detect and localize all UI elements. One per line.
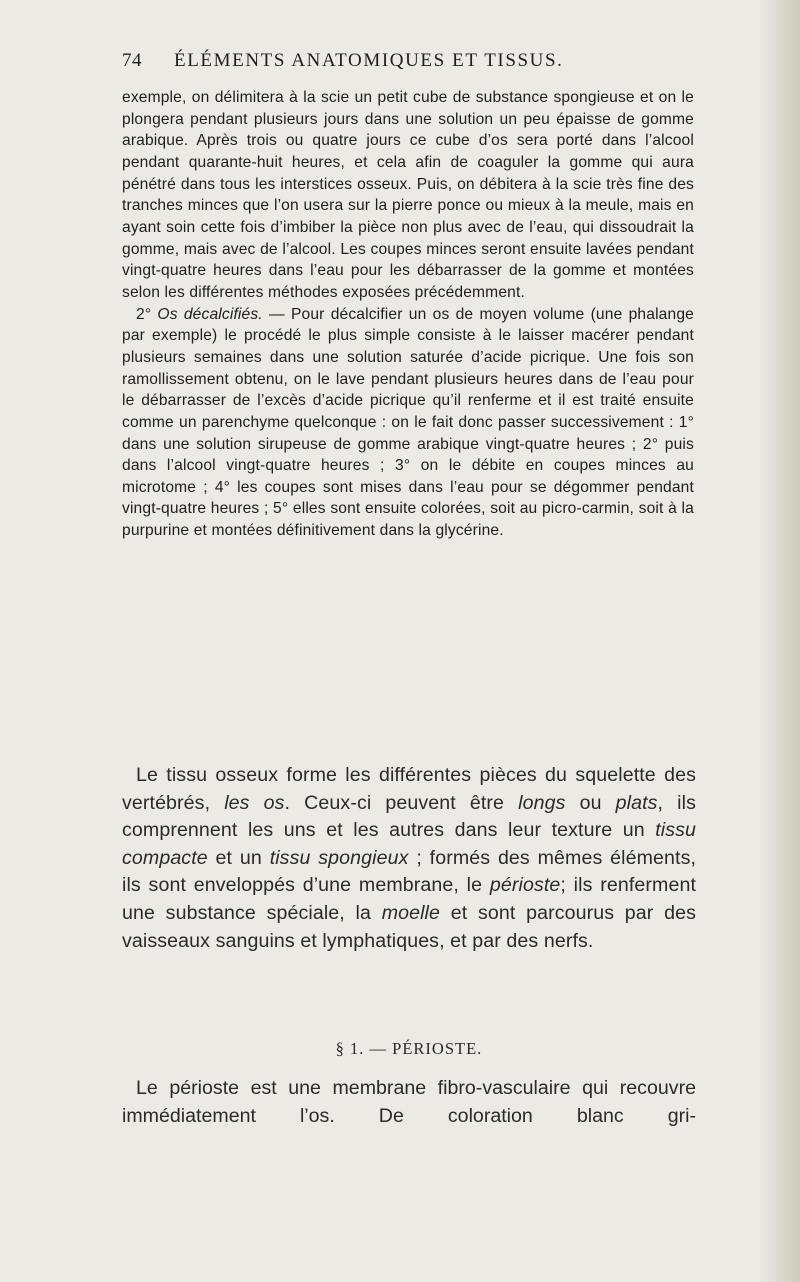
italic-term: périoste	[489, 874, 561, 897]
paragraph-decalcified-bones	[122, 304, 694, 542]
italic-term: tissu spongieux	[269, 846, 409, 869]
item-title: Os décalcifiés.	[157, 305, 263, 323]
paragraph-continuation: exemple, on délimitera à la scie un petit cube de substance spongieuse et on le plongera pendant plusieurs jours dans une solution un peu épaisse de gomme arabique. Après trois ou quatre jours ce cube d’os sera porté dans l’alcool pendant quarante-huit heures, et cela afin de coaguler la gomme qui aura pénétré dans tous les interstices osseux. Puis, on débitera à la scie très fine des tranches minces que l’on usera sur la pierre ponce ou mieux à la meule, mais en ayant soin cette fois d’imbiber la pièce non plus avec de l’eau, qui dissoudrait la gomme, mais avec de l’alcool. Les coupes minces seront ensuite lavées pendant vingt-quatre heures dans l’eau pour les débarrasser de la gomme et montées selon les différentes méthodes exposées précédemment.	[122, 89, 694, 301]
text-run: Le tissu osseux forme les différentes pièces du squelette des vertébrés,	[122, 764, 696, 814]
text-run: , ils comprennent les uns et les autres dans leur texture un	[122, 791, 696, 842]
paragraph-periosteum: Le périoste est une membrane fibro-vasculaire qui recouvre immédiatement l’os. De coloration blanc gri-	[122, 1077, 696, 1127]
small-print-block	[122, 87, 694, 542]
text-run: . Ceux-ci peuvent être	[284, 791, 519, 814]
section-body	[122, 1075, 696, 1130]
section-heading: § 1. — PÉRIOSTE.	[335, 1039, 483, 1058]
item-text: — Pour décalcifier un os de moyen volume (une phalange par exemple) le procédé le plus simple consiste à le laisser macérer pendant plusieurs semaines dans une solution saturée d’acide picrique. Une fois son ramollissement obtenu, on le lave pendant plusieurs heures dans de l’eau pour le débarrasser de l’excès d’acide picrique qu’il renferme et il est traité ensuite comme un parenchyme quelconque : on le fait donc passer successivement : 1° dans une solution sirupeuse de gomme arabique vingt-quatre heures ; 2° puis dans l’alcool vingt-quatre heures ; 3° on le débite en coupes minces au microtome ; 4° les coupes sont mises dans l’eau pour se dégommer pendant vingt-quatre heures ; 5° elles sont ensuite colorées, soit au picro-carmin, soit à la purpurine et montées définitivement dans la glycérine.	[122, 305, 694, 540]
text-run: et un	[207, 846, 270, 869]
item-number: 2°	[136, 305, 158, 323]
italic-term: plats	[615, 791, 658, 814]
text-run: ou	[565, 791, 616, 814]
page-header	[122, 50, 694, 80]
text-run: ; ils renferment une substance spéciale, la	[122, 874, 696, 924]
italic-term: les os	[224, 791, 285, 814]
italic-term: tissu compacte	[122, 819, 696, 869]
text-run: et sont parcourus par des vaisseaux sanguins et lymphatiques, et par des nerfs.	[122, 901, 697, 952]
main-text-block	[122, 762, 696, 955]
italic-term: longs	[518, 791, 566, 814]
italic-term: moelle	[381, 901, 441, 924]
page-edge-shadow	[758, 0, 800, 1282]
text-run: ; formés des mêmes éléments, ils sont enveloppés d’une membrane, le	[122, 846, 697, 897]
page-number: 74	[122, 50, 142, 71]
running-head: ÉLÉMENTS ANATOMIQUES ET TISSUS.	[174, 50, 564, 71]
paragraph-bone-tissue	[122, 762, 696, 955]
